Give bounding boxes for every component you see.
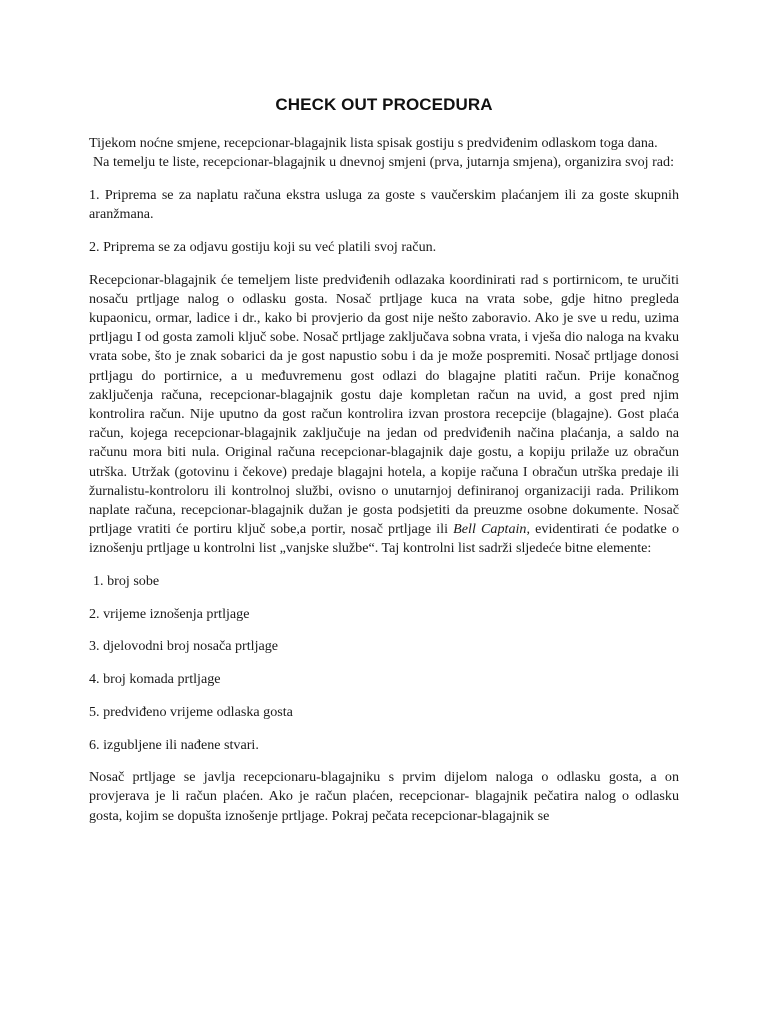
list-item: 3. djelovodni broj nosača prtljage: [89, 638, 279, 655]
list-item: 2. vrijeme iznošenja prtljage: [89, 605, 250, 622]
step-1-paragraph: 1. Priprema se za naplatu računa ekstra usluga za goste s vaučerskim plaćanjem ili za goste skupnih aranžmana.: [89, 186, 679, 223]
bell-captain-term: Bell Captain: [453, 521, 527, 538]
intro-line-1: Tijekom noćne smjene, recepcionar-blagajnik lista spisak gostiju s predviđenim odlaskom toga dana.: [89, 135, 658, 151]
closing-paragraph: Nosač prtljage se javlja recepcionaru-blagajniku s prvim dijelom naloga o odlasku gosta, a on provjerava je li račun plaćen. Ako je račun plaćen, recepcionar- blagajnik pečatira nalog o odlasku gosta, kojim se dopušta iznošenje prtljage. Pokraj pečata recepcionar-blagajnik se: [89, 769, 679, 824]
step-2-paragraph: 2. Priprema se za odjavu gostiju koji su već platili svoj račun.: [89, 238, 437, 255]
main-paragraph-part-2: , evidentirati će podatke o iznošenju prtljage u kontrolni list „vanjske službe“. Taj kontrolni list sadrži sljedeće bitne elemente:: [89, 521, 679, 557]
main-paragraph: [89, 271, 679, 559]
list-item: 4. broj komada prtljage: [89, 671, 221, 688]
list-item: 5. predviđeno vrijeme odlaska gosta: [89, 703, 293, 720]
list-item: 6. izgubljene ili nađene stvari.: [89, 736, 259, 753]
document-title: CHECK OUT PROCEDURA: [275, 95, 493, 114]
list-item: 1. broj sobe: [93, 573, 160, 590]
intro-line-2: Na temelju te liste, recepcionar-blagajnik u dnevnoj smjeni (prva, jutarnja smjena), organizira svoj rad:: [93, 154, 675, 171]
intro-paragraph: [89, 134, 679, 172]
document-body: [89, 134, 679, 839]
main-paragraph-part-1: Recepcionar-blagajnik će temeljem liste predviđenih odlazaka koordinirati rad s portirnicom, te uručiti nosaču prtljage nalog o odlasku gosta. Nosač prtljage kuca na vrata sobe, gdje hitno pregleda kupaonicu, ormar, ladice i dr., kako bi provjerio da gost nije nešto zaboravio. Ako je sve u redu, uzima prtljagu I od gosta zamoli ključ sobe. Nosač prtljage zaključava sobna vrata, i vješa dio naloga na kvaku vrata sobe, što je znak sobarici da je gost napustio sobu i da je može pospremiti. Nosač prtljage donosi prtljagu do portirnice, a u međuvremenu gost odlazi do blagajne platiti račun. Prije konačnog zaključenja računa, recepcionar-blagajnik gostu daje kompletan račun na uvid, a gost pred njim kontrolira račun. Nije uputno da gost račun kontrolira izvan prostora recepcije (blagajne). Gost plaća račun, kojega recepcionar-blagajnik zaključuje na jedan od predviđenih načina plaćanja, a saldo na računu mora biti nula. Original računa recepcionar-blagajnik daje gostu, a kopiju prilaže uz obračun utrška. Utržak (gotovinu i čekove) predaje blagajni hotela, a kopije računa I obračun utrška predaje ili žurnalistu-kontroloru ili kontrolnoj službi, ovisno o unutarnjoj definiranoj organizaciji rada. Prilikom naplate računa, recepcionar-blagajnik dužan je gosta podsjetiti da preuzme osobne dokumente. Nosač prtljage vratiti će portiru ključ sobe,a portir, nosač prtljage ili: [89, 271, 679, 538]
